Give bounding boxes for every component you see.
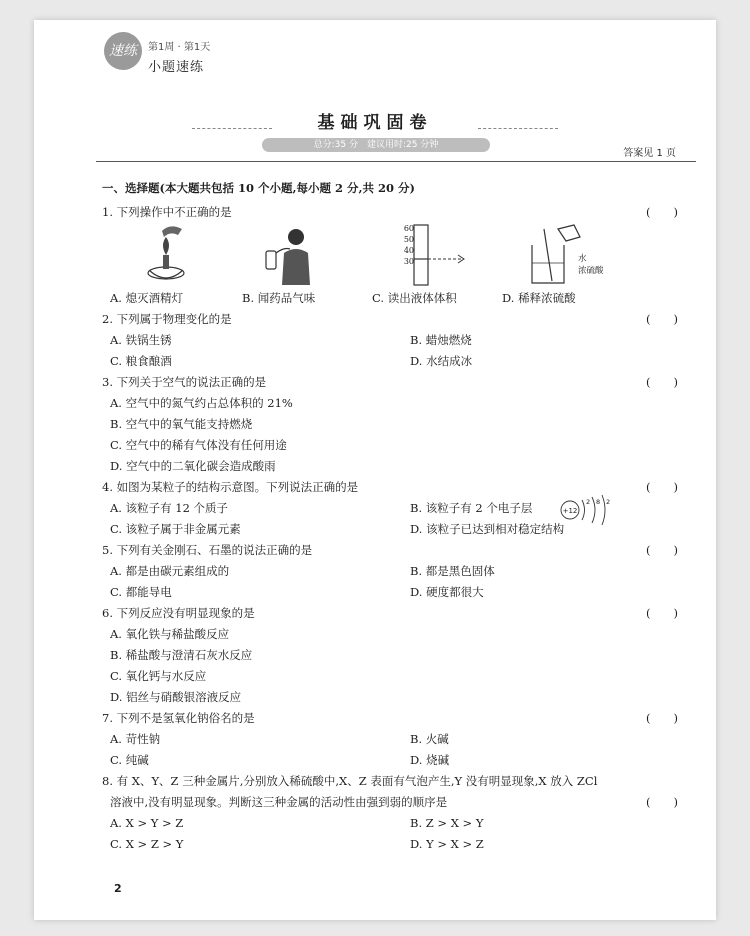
option-d[interactable]: D. 空气中的二氧化碳会造成酸雨 bbox=[110, 459, 276, 473]
option-row bbox=[102, 834, 692, 855]
question-stem: 3. 下列关于空气的说法正确的是 bbox=[102, 375, 267, 389]
option-d[interactable]: D. 稀释浓硫酸 bbox=[502, 291, 576, 305]
nucleus-charge: +12 bbox=[562, 507, 578, 515]
worksheet-page bbox=[34, 20, 716, 920]
question-stem: 1. 下列操作中不正确的是 bbox=[102, 205, 232, 219]
question-stem: 2. 下列属于物理变化的是 bbox=[102, 312, 232, 326]
option-row bbox=[102, 519, 692, 540]
option-c[interactable]: C. 纯碱 bbox=[110, 753, 149, 767]
answer-blank: ( ) bbox=[646, 711, 678, 725]
question-stem: 5. 下列有关金刚石、石墨的说法正确的是 bbox=[102, 543, 313, 557]
question-6 bbox=[102, 603, 692, 624]
question-8 bbox=[102, 792, 692, 813]
series-logo: 速练 bbox=[104, 32, 142, 70]
option-row bbox=[102, 351, 692, 372]
option-d[interactable]: D. 烧碱 bbox=[410, 753, 450, 767]
shell-electrons: 2 bbox=[586, 498, 591, 506]
option-a[interactable]: A. X > Y > Z bbox=[110, 816, 184, 830]
page-number: 2 bbox=[114, 882, 122, 895]
option-d[interactable]: D. 硬度都很大 bbox=[410, 585, 484, 599]
dilution-labels bbox=[578, 253, 604, 277]
paper-banner bbox=[212, 108, 538, 150]
series-title: 小题速练 bbox=[148, 60, 205, 75]
question-2 bbox=[102, 309, 692, 330]
water-label: 水 bbox=[578, 254, 587, 264]
option-a[interactable]: A. 苛性钠 bbox=[110, 732, 161, 746]
option-b[interactable]: B. 火碱 bbox=[410, 732, 449, 746]
question-1 bbox=[102, 202, 692, 223]
option-c[interactable]: C. 都能导电 bbox=[110, 585, 172, 599]
option-d[interactable]: D. 该粒子已达到相对稳定结构 bbox=[410, 522, 565, 536]
option-a[interactable]: A. 铁锅生锈 bbox=[110, 333, 172, 347]
scale-tick: 50 bbox=[403, 235, 414, 244]
option-c[interactable]: C. 读出液体体积 bbox=[372, 291, 457, 305]
question-stem: 4. 如图为某粒子的结构示意图。下列说法正确的是 bbox=[102, 480, 359, 494]
scale-tick: 30 bbox=[403, 257, 414, 266]
option-b[interactable]: B. 蜡烛燃烧 bbox=[410, 333, 472, 347]
question-stem: 溶液中,没有明显现象。判断这三种金属的活动性由强到弱的顺序是 bbox=[110, 795, 448, 809]
smelling-figure bbox=[252, 223, 332, 287]
option-a[interactable]: A. 都是由碳元素组成的 bbox=[110, 564, 230, 578]
question-5 bbox=[102, 540, 692, 561]
shell-electrons: 2 bbox=[606, 498, 611, 506]
answer-blank: ( ) bbox=[646, 312, 678, 326]
option-row bbox=[102, 750, 692, 771]
option-c[interactable]: C. X > Z > Y bbox=[110, 837, 184, 851]
answer-blank: ( ) bbox=[646, 205, 678, 219]
option-row bbox=[102, 561, 692, 582]
question-list bbox=[102, 180, 692, 855]
answer-blank: ( ) bbox=[646, 375, 678, 389]
section-title: 一、选择题(本大题共包括 10 个小题,每小题 2 分,共 20 分) bbox=[102, 181, 415, 195]
option-row bbox=[102, 729, 692, 750]
option-row bbox=[102, 498, 692, 519]
question-7 bbox=[102, 708, 692, 729]
option-a[interactable]: A. 该粒子有 12 个质子 bbox=[110, 501, 229, 515]
answer-reference: 答案见 1 页 bbox=[623, 148, 676, 159]
option-d[interactable]: D. Y > X > Z bbox=[410, 837, 484, 851]
option-b[interactable]: B. 该粒子有 2 个电子层 bbox=[410, 501, 533, 515]
option-a[interactable]: A. 空气中的氮气约占总体积的 21% bbox=[110, 396, 293, 410]
acid-label: 浓硫酸 bbox=[578, 266, 604, 276]
answer-blank: ( ) bbox=[646, 606, 678, 620]
option-row bbox=[102, 813, 692, 834]
question-3 bbox=[102, 372, 692, 393]
shell-electrons: 8 bbox=[596, 498, 601, 506]
option-b[interactable]: B. 空气中的氧气能支持燃烧 bbox=[110, 417, 253, 431]
option-c[interactable]: C. 氧化钙与水反应 bbox=[110, 669, 207, 683]
option-b[interactable]: B. 都是黑色固体 bbox=[410, 564, 495, 578]
option-c[interactable]: C. 该粒子属于非金属元素 bbox=[110, 522, 241, 536]
option-c[interactable]: C. 空气中的稀有气体没有任何用途 bbox=[110, 438, 287, 452]
scale-tick: 60 bbox=[403, 224, 414, 233]
header-rule bbox=[96, 161, 696, 162]
option-b[interactable]: B. 闻药品气味 bbox=[242, 291, 316, 305]
question-stem: 7. 下列不是氢氧化钠俗名的是 bbox=[102, 711, 255, 725]
option-c[interactable]: C. 粮食酿酒 bbox=[110, 354, 172, 368]
header-tag bbox=[148, 38, 210, 75]
answer-blank: ( ) bbox=[646, 543, 678, 557]
option-a[interactable]: A. 熄灭酒精灯 bbox=[110, 291, 184, 305]
cylinder-scale bbox=[394, 223, 414, 267]
answer-blank: ( ) bbox=[646, 480, 678, 494]
alcohol-lamp-figure bbox=[126, 223, 206, 287]
option-b[interactable]: B. 稀盐酸与澄清石灰水反应 bbox=[110, 648, 253, 662]
option-d[interactable]: D. 铝丝与硝酸银溶液反应 bbox=[110, 690, 242, 704]
option-d[interactable]: D. 水结成冰 bbox=[410, 354, 473, 368]
option-a[interactable]: A. 氧化铁与稀盐酸反应 bbox=[110, 627, 230, 641]
question-1-figures bbox=[102, 223, 692, 287]
option-row bbox=[102, 330, 692, 351]
question-stem: 6. 下列反应没有明显现象的是 bbox=[102, 606, 255, 620]
week-day-label: 第1周 · 第1天 bbox=[148, 42, 211, 53]
paper-title: 基础巩固卷 bbox=[317, 113, 433, 133]
option-row bbox=[102, 582, 692, 603]
question-1-options bbox=[102, 287, 692, 309]
score-time-bar: 总分:35 分 建议用时:25 分钟 bbox=[262, 138, 490, 152]
scale-tick: 40 bbox=[403, 246, 414, 255]
answer-blank: ( ) bbox=[646, 795, 678, 809]
option-b[interactable]: B. Z > X > Y bbox=[410, 816, 484, 830]
question-8-stem-line-1: 8. 有 X、Y、Z 三种金属片,分别放入稀硫酸中,X、Z 表面有气泡产生,Y 没有明显现象,X 放入 ZCl bbox=[102, 774, 598, 788]
